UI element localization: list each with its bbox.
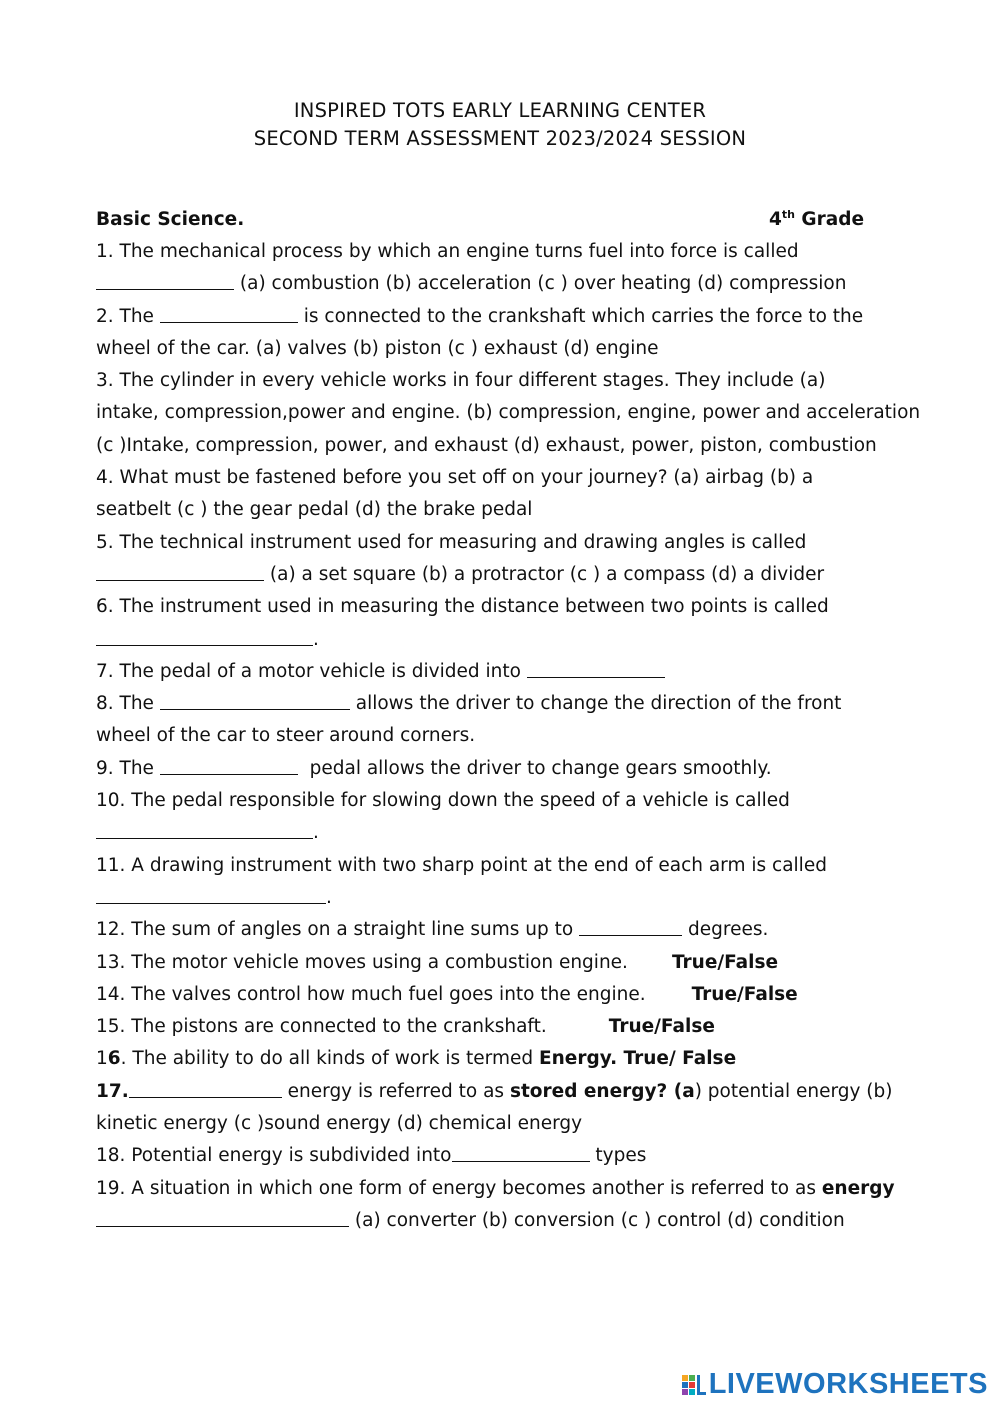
question-10-line-1: 10. The pedal responsible for slowing down the speed of a vehicle is called xyxy=(96,790,790,812)
answer-blank-12[interactable] xyxy=(579,917,682,936)
true-false-14[interactable]: True/False xyxy=(691,983,798,1005)
question-2-line-1: 2. The is connected to the crankshaft which carries the force to the xyxy=(96,305,864,327)
question-5-line-2: (a) a set square (b) a protractor (c ) a compass (d) a divider xyxy=(96,559,916,591)
question-12: 12. The sum of angles on a straight line sums up to degrees. xyxy=(96,919,769,941)
question-4-line-2: seatbelt (c ) the gear pedal (d) the brake pedal xyxy=(96,499,533,521)
question-8-line-1: 8. The allows the driver to change the direction of the front xyxy=(96,693,842,715)
session-title: SECOND TERM ASSESSMENT 2023/2024 SESSION xyxy=(253,127,747,150)
question-19-line-2: (a) converter (b) conversion (c ) control (d) condition xyxy=(96,1205,916,1237)
answer-blank-6[interactable] xyxy=(96,627,313,646)
question-2-line-2: wheel of the car. (a) valves (b) piston (c ) exhaust (d) engine xyxy=(96,337,659,359)
answer-blank-8[interactable] xyxy=(160,691,350,710)
question-list xyxy=(96,236,921,1237)
question-5-line-1: 5. The technical instrument used for measuring and drawing angles is called xyxy=(96,531,807,553)
answer-blank-11[interactable] xyxy=(96,885,326,904)
true-false-15[interactable]: True/False xyxy=(608,1016,715,1038)
grade-label xyxy=(769,206,864,234)
question-11-line-2: . xyxy=(96,882,916,914)
subject-label: Basic Science. xyxy=(96,209,245,230)
answer-blank-19[interactable] xyxy=(96,1208,349,1227)
true-false-16[interactable]: Energy. True/ False xyxy=(539,1048,737,1070)
answer-blank-17[interactable] xyxy=(129,1079,282,1098)
question-3-line-3: (c )Intake, compression, power, and exhaust (d) exhaust, power, piston, combustion xyxy=(96,434,877,456)
liveworksheets-logo-icon xyxy=(681,1371,707,1397)
question-17-line-1: 17. energy is referred to as stored energy? (a) potential energy (b) xyxy=(96,1080,893,1102)
school-name: INSPIRED TOTS EARLY LEARNING CENTER xyxy=(293,99,707,122)
question-10-line-2: . xyxy=(96,817,916,849)
question-17-line-2: kinetic energy (c )sound energy (d) chemical energy xyxy=(96,1113,583,1135)
true-false-13[interactable]: True/False xyxy=(671,951,779,973)
answer-blank-1[interactable] xyxy=(96,271,234,290)
question-16: 16. The ability to do all kinds of work is termed Energy. True/ False xyxy=(96,1048,737,1070)
question-9: 9. The pedal allows the driver to change gears smoothly. xyxy=(96,757,772,779)
grade-suffix: th xyxy=(781,208,795,221)
question-18: 18. Potential energy is subdivided into types xyxy=(96,1145,647,1167)
liveworksheets-logo-text: LIVEWORKSHEETS xyxy=(708,1367,988,1400)
question-11-line-1: 11. A drawing instrument with two sharp point at the end of each arm is called xyxy=(96,854,827,876)
question-13: 13. The motor vehicle moves using a combustion engine. True/False xyxy=(96,951,779,973)
question-1-line-1: 1. The mechanical process by which an engine turns fuel into force is called xyxy=(96,241,799,262)
subject-row xyxy=(96,206,864,234)
question-15: 15. The pistons are connected to the crankshaft. True/False xyxy=(96,1016,715,1038)
document-header xyxy=(0,97,1000,153)
grade-word: Grade xyxy=(801,209,864,230)
question-3-line-2: intake, compression,power and engine. (b) compression, engine, power and acceleration xyxy=(96,402,921,424)
question-7: 7. The pedal of a motor vehicle is divided into xyxy=(96,656,916,688)
answer-blank-18[interactable] xyxy=(452,1143,590,1162)
question-6-line-1: 6. The instrument used in measuring the distance between two points is called xyxy=(96,596,829,618)
question-8-line-2: wheel of the car to steer around corners. xyxy=(96,725,476,747)
question-3-line-1: 3. The cylinder in every vehicle works in four different stages. They include (a) xyxy=(96,370,826,392)
answer-blank-5[interactable] xyxy=(96,562,264,581)
question-1-line-2: (a) combustion (b) acceleration (c ) over heating (d) compression xyxy=(96,268,916,300)
question-14: 14. The valves control how much fuel goes into the engine. True/False xyxy=(96,983,798,1005)
question-19-line-1: 19. A situation in which one form of energy becomes another is referred to as energy xyxy=(96,1177,895,1199)
question-4-line-1: 4. What must be fastened before you set off on your journey? (a) airbag (b) a xyxy=(96,467,814,489)
answer-blank-9[interactable] xyxy=(160,756,298,775)
answer-blank-10[interactable] xyxy=(96,820,313,839)
question-6-line-2: . xyxy=(96,624,916,656)
grade-number: 4 xyxy=(768,209,782,230)
answer-blank-2[interactable] xyxy=(160,304,298,323)
answer-blank-7[interactable] xyxy=(527,659,665,678)
liveworksheets-logo xyxy=(681,1368,988,1400)
